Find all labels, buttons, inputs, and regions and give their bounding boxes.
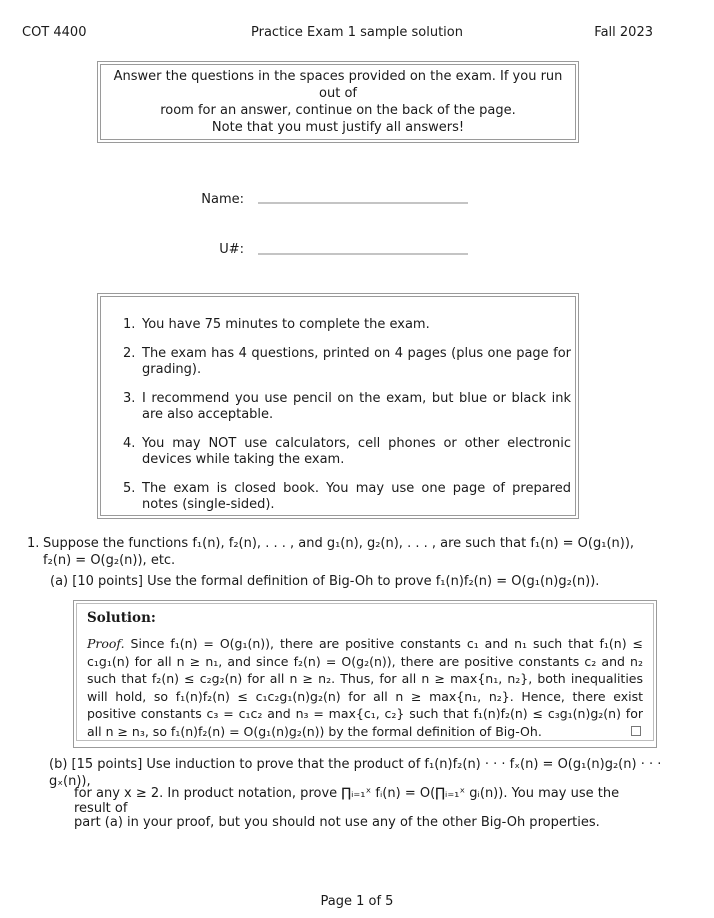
- exam-rules: [97, 293, 579, 519]
- notice-line-3: Note that you must justify all answers!: [211, 120, 465, 135]
- qed-icon: [631, 726, 641, 736]
- name-field[interactable]: [258, 202, 468, 204]
- question-1b-note: part (a) in your proof, but you should not use any of the other Big-Oh properties.: [74, 815, 600, 830]
- rule-item: 2. The exam has 4 questions, printed on 4 pages (plus one page for grading).: [123, 346, 571, 377]
- question-1b-formula-line: for any x ≥ 2. In product notation, prove ∏ᵢ₌₁ˣ fᵢ(n) = O(∏ᵢ₌₁ˣ gᵢ(n)). You may use the result of: [74, 786, 620, 816]
- question-number: 1.: [27, 536, 40, 551]
- solution-box: [73, 600, 657, 748]
- name-label: Name:: [201, 192, 244, 207]
- notice-line-2: room for an answer, continue on the back of the page.: [160, 103, 516, 118]
- rules-list: [123, 317, 571, 526]
- solution-body: [87, 635, 643, 740]
- uid-label: U#:: [219, 242, 244, 257]
- question-1a: (a) [10 points] Use the formal definition of Big-Oh to prove f₁(n)f₂(n) = O(g₁(n)g₂(n)).: [50, 574, 600, 589]
- uid-field[interactable]: [258, 253, 468, 255]
- solution-text: Since f₁(n) = O(g₁(n)), there are positive constants c₁ and n₁ such that f₁(n) ≤ c₁g₁(n) for all n ≥ n₁, and since f₂(n) = O(g₂(n)), there are positive constants c₂ and n₂ such that f₂(n) ≤ c₂g₂(n) for all n ≥ n₂. Thus, for all n ≥ max{n₁, n₂}, both inequalities will hold, so f₁(n)f₂(n) ≤ c₁c₂g₁(n)g₂(n) for all n ≥ max{n₁, n₂}. Hence, there exist positive constants c₃ = c₁c₂ and n₃ = max{c₁, c₂} such that f₁(n)f₂(n) ≤ c₃g₁(n)g₂(n) for all n ≥ n₃, so f₁(n)f₂(n) = O(g₁(n)g₂(n)) by the formal definition of Big-Oh.: [87, 636, 643, 739]
- instructions-notice: [97, 61, 579, 143]
- rule-item: 5. The exam is closed book. You may use one page of prepared notes (single-sided).: [123, 481, 571, 512]
- question-1: [27, 535, 659, 569]
- term: Fall 2023: [594, 25, 653, 40]
- question-1b: (b) [15 points] Use induction to prove that the product of f₁(n)f₂(n) · · · fₓ(n) = O(g₁(n)g₂(n) · · · gₓ(n)),: [49, 757, 662, 789]
- document-title: Practice Exam 1 sample solution: [250, 25, 463, 40]
- page-number: Page 1 of 5: [320, 894, 394, 909]
- notice-line-1: Answer the questions in the spaces provided on the exam. If you run out of: [113, 69, 563, 101]
- rule-item: 3. I recommend you use pencil on the exam, but blue or black ink are also acceptable.: [123, 391, 571, 422]
- question-stem: Suppose the functions f₁(n), f₂(n), . . . , and g₁(n), g₂(n), . . . , are such that f₁(n) = O(g₁(n)), f₂(n) = O(g₂(n)), etc.: [43, 536, 635, 568]
- rule-item: 1. You have 75 minutes to complete the exam.: [123, 317, 430, 332]
- rule-item: 4. You may NOT use calculators, cell phones or other electronic devices while taking the exam.: [123, 436, 571, 467]
- proof-label: Proof.: [87, 636, 125, 651]
- course-code: COT 4400: [22, 25, 87, 40]
- solution-title: Solution:: [87, 610, 156, 626]
